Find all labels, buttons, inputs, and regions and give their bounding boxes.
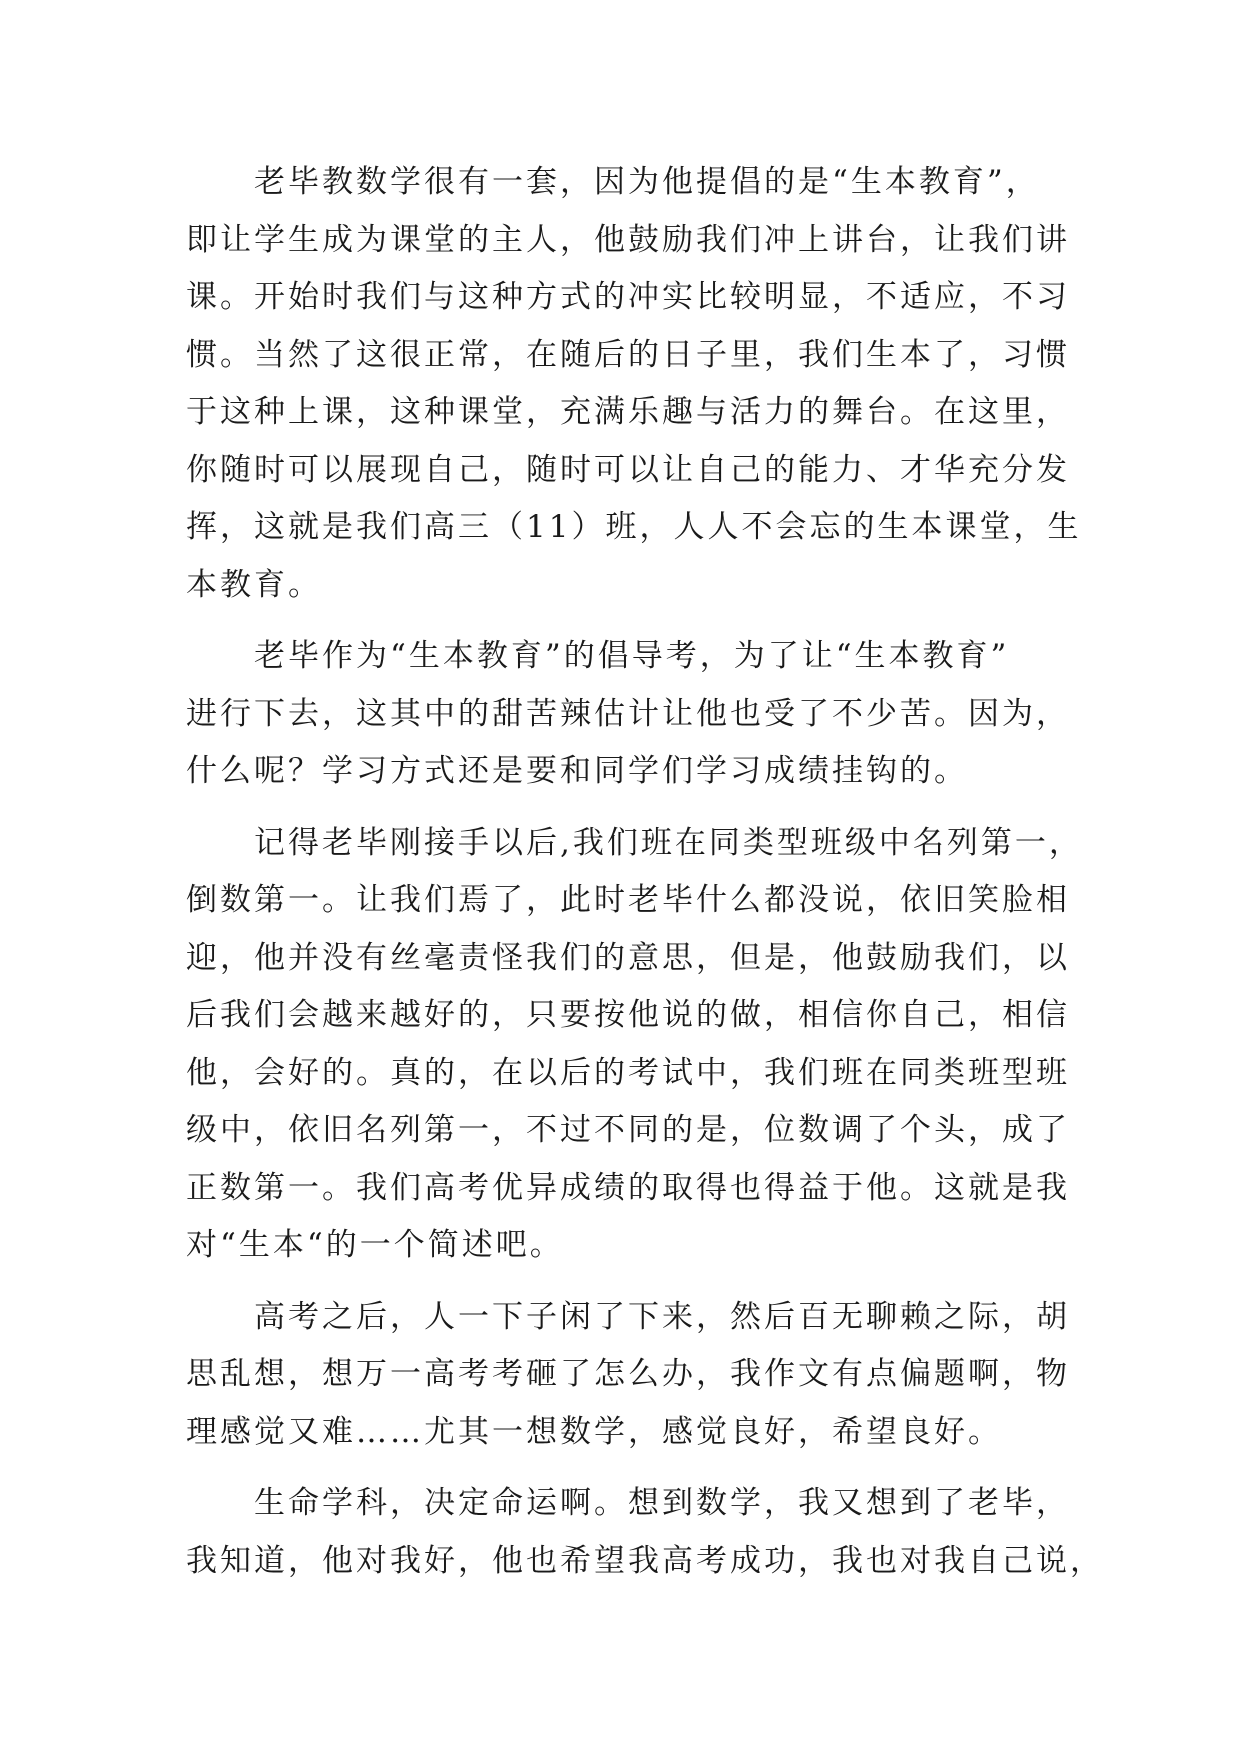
paragraph-3 xyxy=(186,815,1083,1275)
text-line: 老毕教数学很有一套，因为他提倡的是“生本教育”， xyxy=(186,164,1040,200)
text-line: 正数第一。我们高考优异成绩的取得也得益于他。这就是我 xyxy=(186,1169,1070,1206)
text-line: 我知道，他对我好，他也希望我高考成功，我也对我自己说， xyxy=(186,1542,1104,1579)
text-line: 什么呢？学习方式还是要和同学们学习成绩挂钩的。 xyxy=(186,753,968,789)
text-line: 即让学生成为课堂的主人，他鼓励我们冲上讲台，让我们讲 xyxy=(186,221,1070,258)
document-body xyxy=(186,154,1104,1604)
text-line: 级中，依旧名列第一，不过不同的是，位数调了个头，成了 xyxy=(186,1112,1070,1148)
text-line: 惯。当然了这很正常，在随后的日子里，我们生本了，习惯 xyxy=(186,336,1070,373)
text-line: 进行下去，这其中的甜苦辣估计让他也受了不少苦。因为， xyxy=(186,695,1070,732)
paragraph-4 xyxy=(186,1289,1070,1462)
text-line: 你随时可以展现自己，随时可以让自己的能力、才华充分发 xyxy=(186,451,1070,488)
text-line: 对“生本“的一个简述吧。 xyxy=(186,1227,564,1263)
paragraph-5 xyxy=(186,1475,1104,1590)
text-line: 记得老毕刚接手以后,我们班在同类型班级中名列第一， xyxy=(186,824,1083,861)
text-line: 于这种上课，这种课堂，充满乐趣与活力的舞台。在这里， xyxy=(186,394,1070,430)
text-line: 本教育。 xyxy=(186,566,322,603)
paragraph-2 xyxy=(186,628,1070,801)
text-line: 老毕作为“生本教育”的倡导考，为了让“生本教育” xyxy=(186,638,1010,674)
paragraph-1 xyxy=(186,154,1082,614)
text-line: 生命学科，决定命运啊。想到数学，我又想到了老毕， xyxy=(186,1485,1070,1521)
text-line: 他，会好的。真的，在以后的考试中，我们班在同类班型班 xyxy=(186,1054,1070,1091)
text-line: 倒数第一。让我们焉了，此时老毕什么都没说，依旧笑脸相 xyxy=(186,882,1070,918)
text-line: 高考之后，人一下子闲了下来，然后百无聊赖之际，胡 xyxy=(186,1298,1070,1335)
text-line: 迎，他并没有丝毫责怪我们的意思，但是，他鼓励我们，以 xyxy=(186,939,1070,976)
text-line: 课。开始时我们与这种方式的冲实比较明显，不适应，不习 xyxy=(186,279,1070,315)
text-line: 挥，这就是我们高三（11）班，人人不会忘的生本课堂，生 xyxy=(186,509,1082,545)
text-line: 后我们会越来越好的，只要按他说的做，相信你自己，相信 xyxy=(186,997,1070,1033)
text-line: 理感觉又难……尤其一想数学，感觉良好，希望良好。 xyxy=(186,1413,1002,1450)
text-line: 思乱想，想万一高考考砸了怎么办，我作文有点偏题啊，物 xyxy=(186,1356,1070,1392)
